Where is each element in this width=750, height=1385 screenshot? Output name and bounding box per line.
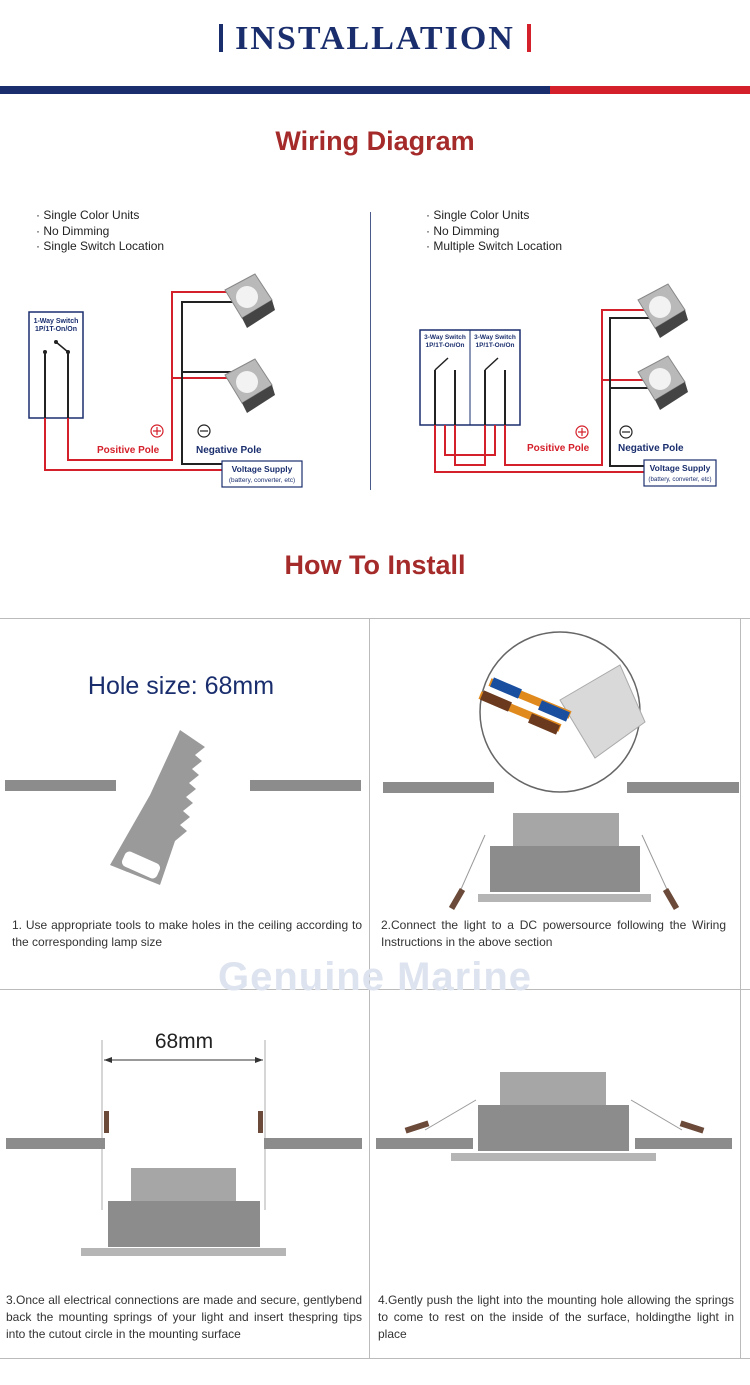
page-header — [0, 20, 750, 58]
right-wiring-diagram — [380, 260, 750, 500]
downlight-icon — [638, 356, 688, 410]
downlight-side-view — [449, 813, 679, 910]
switch-b-label-2: 1P/1T-On/On — [475, 342, 515, 349]
ceiling-left — [383, 782, 494, 793]
left-bullet-item: · No Dimming — [36, 224, 164, 240]
supply-label-2: (battery, converter, etc) — [228, 477, 296, 484]
switch-a-label-1: 3-Way Switch — [424, 334, 466, 341]
wiring-diagram-title: Wiring Diagram — [275, 126, 475, 156]
grid-line — [0, 618, 750, 619]
dimension-label: 68mm — [154, 1030, 214, 1053]
downlight-icon — [225, 359, 275, 413]
header-rule-red — [550, 86, 750, 94]
step1-illustration — [0, 725, 369, 895]
grid-line — [0, 1358, 750, 1359]
hole-size-label: Hole size: 68mm — [87, 672, 275, 700]
negative-pole-label: Negative Pole — [618, 443, 684, 454]
right-bullet-item: · Single Color Units — [426, 208, 562, 224]
left-bullet-list — [36, 208, 164, 255]
left-wiring-diagram — [0, 260, 370, 500]
spring-tip — [258, 1111, 263, 1133]
saw-icon — [110, 730, 205, 885]
left-bullet-item: · Single Switch Location — [36, 239, 164, 255]
header-right-bar — [527, 24, 531, 52]
switch-label-2: 1P/1T-On/On — [34, 326, 78, 333]
switch-lever — [435, 358, 448, 370]
ceiling-right — [635, 1138, 732, 1149]
ceiling-right — [250, 780, 361, 791]
header-title: INSTALLATION — [235, 20, 515, 57]
traveler-wire — [445, 425, 495, 455]
left-bullet-item: · Single Color Units — [36, 208, 164, 224]
wiring-divider — [370, 212, 371, 490]
ceiling-left — [6, 1138, 105, 1149]
switch-label-1: 1-Way Switch — [33, 318, 79, 325]
switch-lever — [485, 358, 498, 370]
supply-label-1: Voltage Supply — [649, 463, 711, 473]
spring-tip — [104, 1111, 109, 1133]
header-left-bar — [219, 24, 223, 52]
positive-wire — [45, 418, 222, 470]
downlight-icon — [638, 284, 688, 338]
step-2-caption: 2.Connect the light to a DC powersource following the Wiring Instructions in the above section — [381, 918, 726, 949]
positive-wire — [68, 292, 240, 460]
ceiling-right — [627, 782, 739, 793]
traveler-wire — [455, 425, 485, 465]
watermark-text: Genuine Marine — [217, 955, 533, 999]
how-to-install-title: How To Install — [284, 550, 466, 580]
switch-b-label-1: 3-Way Switch — [474, 334, 516, 341]
step-1-caption: 1. Use appropriate tools to make holes in the ceiling according to the corresponding lamp size — [12, 918, 362, 949]
right-bullet-item: · No Dimming — [426, 224, 562, 240]
step3-illustration — [0, 1040, 369, 1265]
ceiling-right — [264, 1138, 362, 1149]
ceiling-left — [376, 1138, 473, 1149]
right-bullet-list — [426, 208, 562, 255]
switch-a-label-2: 1P/1T-On/On — [425, 342, 465, 349]
downlight-icon — [225, 274, 275, 328]
positive-pole-label: Positive Pole — [97, 445, 160, 456]
step-3-caption: 3.Once all electrical connections are made and secure, gentlybend back the mounting springs of your light and insert thespring tips into the cutout circle in the mounting surface — [6, 1293, 362, 1341]
supply-label-1: Voltage Supply — [231, 464, 293, 474]
switch-lever — [56, 342, 68, 352]
step2-illustration — [370, 630, 740, 915]
negative-pole-label: Negative Pole — [196, 445, 262, 456]
downlight-side-view — [81, 1168, 286, 1256]
supply-label-2: (battery, converter, etc) — [648, 476, 712, 483]
right-bullet-item: · Multiple Switch Location — [426, 239, 562, 255]
header-rule-blue — [0, 86, 550, 94]
step-4-caption: 4.Gently push the light into the mounting hole allowing the springs to come to rest on the inside of the surface, holdingthe light in place — [378, 1293, 734, 1341]
step4-illustration — [370, 1060, 740, 1170]
ceiling-left — [5, 780, 116, 791]
positive-pole-label: Positive Pole — [527, 443, 590, 454]
